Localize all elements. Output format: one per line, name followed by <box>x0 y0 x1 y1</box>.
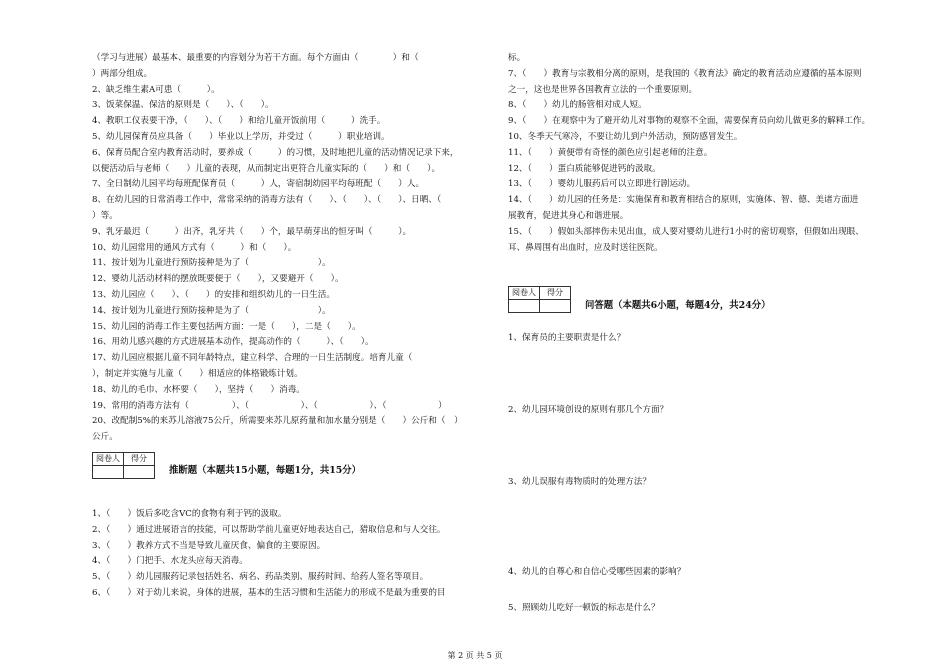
judge-line: 11、（ ）黄便带有奇怪的颜色应引起老师的注意。 <box>508 147 713 158</box>
score-cell[interactable] <box>540 300 571 313</box>
question-line: 16、用幼儿感兴趣的方式进展基本动作，提高动作的（ ）、（ ）。 <box>92 337 374 348</box>
judge-line: 标。 <box>508 53 526 63</box>
judge-line: 之一，这也是世界各国教育立法的一个重要原则。 <box>508 84 698 95</box>
question-line: 3、饭菜保温、保洁的原则是（ ）、（ ）。 <box>92 100 274 111</box>
right-column <box>508 51 876 616</box>
question-line: 8、在幼儿园的日常消毒工作中，常常采纳的消毒方法有（ ）、（ ）、（ ）、日晒、（ <box>92 195 442 206</box>
score-label: 得分 <box>124 452 155 465</box>
question-line: 9、乳牙最迟（ ）出齐，乳牙共（ ）个，最早萌芽出的恒牙叫（ ）。 <box>92 226 412 237</box>
qa-section-header <box>508 286 876 313</box>
qa-item: 2、幼儿园环境创设的原则有那几个方面？ <box>508 405 669 416</box>
page-number: 第 2 页 共 5 页 <box>447 651 503 660</box>
question-line: 18、幼儿的毛巾、水杯要（ ），坚持（ ）消毒。 <box>92 384 305 395</box>
score-cell[interactable] <box>124 465 155 478</box>
qa-item: 3、幼儿误服有毒物质时的处理方法？ <box>508 476 651 487</box>
question-line: 15、幼儿园的消毒工作主要包括两方面：一是（ ），二是（ ）。 <box>92 321 361 332</box>
judge-section-header <box>92 452 490 479</box>
judge-line: 1、（ ）饭后多吃含VC的食物有利于钙的汲取。 <box>92 508 287 519</box>
question-line: ）等。 <box>92 210 118 221</box>
judge-questions-left <box>92 507 490 602</box>
judge-line: 10、冬季天气寒冷，不要让幼儿到户外活动，预防感冒发生。 <box>508 131 743 142</box>
left-column <box>92 51 490 602</box>
question-line: ）两部分组成。 <box>92 68 153 79</box>
fill-in-blank-section <box>92 51 490 446</box>
judge-line: 展教育，促进其身心和谐进展。 <box>508 210 629 221</box>
question-line: 11、按计划为儿童进行预防接种是为了（ ）。 <box>92 258 331 269</box>
judge-line: 13、（ ）婴幼儿服药后可以立即进行剧运动。 <box>508 179 696 190</box>
judge-line: 耳、鼻周围有出血时，应及时送往医院。 <box>508 242 663 253</box>
question-line: 5、幼儿园保育员应具备（ ）毕业以上学历，并受过（ ）职业培训。 <box>92 131 390 142</box>
question-line: 19、常用的消毒方法有（ ）、（ ）、（ ）、（ ） <box>92 400 447 411</box>
reviewer-label: 阅卷人 <box>509 287 540 300</box>
qa-item: 4、幼儿的自尊心和自信心受哪些因素的影响？ <box>508 566 686 577</box>
reviewer-cell[interactable] <box>93 465 124 478</box>
question-line: （学习与进展）最基本、最重要的内容划分为若干方面。每个方面由（ ）和（ <box>92 53 419 63</box>
judge-line: 14、（ ）幼儿园的任务是：实施保育和教育相结合的原则，实施体、智、德、美诸方面进 <box>508 195 859 206</box>
qa-questions <box>508 331 876 616</box>
qa-item: 5、照顾幼儿吃好一顿饭的标志是什么？ <box>508 602 660 613</box>
judge-line: 12、（ ）蛋白质能够促进钙的汲取。 <box>508 163 661 174</box>
judge-line: 8、（ ）幼儿的肠管相对成人短。 <box>508 100 647 111</box>
question-line: 公斤。 <box>92 432 118 443</box>
judge-line: 6、（ ）对于幼儿来说，身体的进展，基本的生活习惯和生活能力的形成不是最为重要的目 <box>92 587 446 598</box>
reviewer-cell[interactable] <box>509 300 540 313</box>
question-line: 17、幼儿园应根据儿童不同年龄特点，建立科学、合理的一日生活制度。培育儿童（ <box>92 353 413 364</box>
question-line: 6、保育员配合室内教育活动时，要养成（ ）的习惯，及时地把儿童的活动情况记录下来， <box>92 147 459 158</box>
judge-questions-right <box>508 51 876 256</box>
question-line: 12、婴幼儿活动材料的摆放既要便于（ ），又要避开（ ）。 <box>92 274 344 285</box>
judge-line: 2、（ ）通过进展语言的技能，可以帮助学前儿童更好地表达自己，猎取信息和与人交往。 <box>92 524 446 535</box>
question-line: 10、幼儿园常用的通风方式有（ ）和（ ）。 <box>92 242 297 253</box>
question-line: 4、教职工仪表要干净，（ ）、（ ）和给儿童开饭前用（ ）洗手。 <box>92 116 386 127</box>
question-line: 以便活动后与老师（ ）儿童的表现，从而制定出更符合儿童实际的（ ）和（ ）。 <box>92 163 441 174</box>
score-box-qa <box>508 286 571 313</box>
qa-section-title: 问答题（本题共6小题，每题4分，共24分） <box>585 299 771 311</box>
judge-line: 9、（ ）在观察中为了避开幼儿对事物的观察不全面，需要保育员向幼儿做更多的解释工作。 <box>508 116 871 127</box>
question-line: 2、缺乏维生素A可患（ ）。 <box>92 84 220 95</box>
question-line: 7、全日制幼儿园平均每班配保育员（ ）人，寄宿制幼园平均每班配（ ）人。 <box>92 179 425 190</box>
judge-line: 5、（ ）幼儿园服药记录包括姓名、病名、药品类别、服药时间、给药人签名等项目。 <box>92 572 429 583</box>
judge-line: 7、（ ）教育与宗教相分离的原则，是我国的《教育法》确定的教育活动应遵循的基本原则 <box>508 68 862 79</box>
reviewer-label: 阅卷人 <box>93 452 124 465</box>
judge-line: 15、（ ）假如头部摔伤未见出血，成人要对婴幼儿进行1小时的密切观察，但假如出现眼、 <box>508 226 864 237</box>
score-label: 得分 <box>540 287 571 300</box>
score-box-judge <box>92 452 155 479</box>
question-line: 14、按计划为儿童进行预防接种是为了（ ）。 <box>92 305 331 316</box>
judge-section-title: 推断题（本题共15小题，每题1分，共15分） <box>169 465 361 477</box>
qa-item: 1、保育员的主要职责是什么？ <box>508 333 626 344</box>
question-line: ），制定并实施与儿童（ ）相适应的体格锻炼计划。 <box>92 368 303 379</box>
judge-line: 4、（ ）门把手、水龙头应每天消毒。 <box>92 556 248 567</box>
judge-line: 3、（ ）教养方式不当是导致儿童厌食、偏食的主要原因。 <box>92 540 326 551</box>
question-line: 20、改配制5%的来苏儿溶液75公斤，所需要来苏儿原药量和加水量分别是（ ）公斤和（ ） <box>92 416 463 427</box>
question-line: 13、幼儿园应（ ）、（ ）的安排和组织幼儿的一日生活。 <box>92 289 335 300</box>
